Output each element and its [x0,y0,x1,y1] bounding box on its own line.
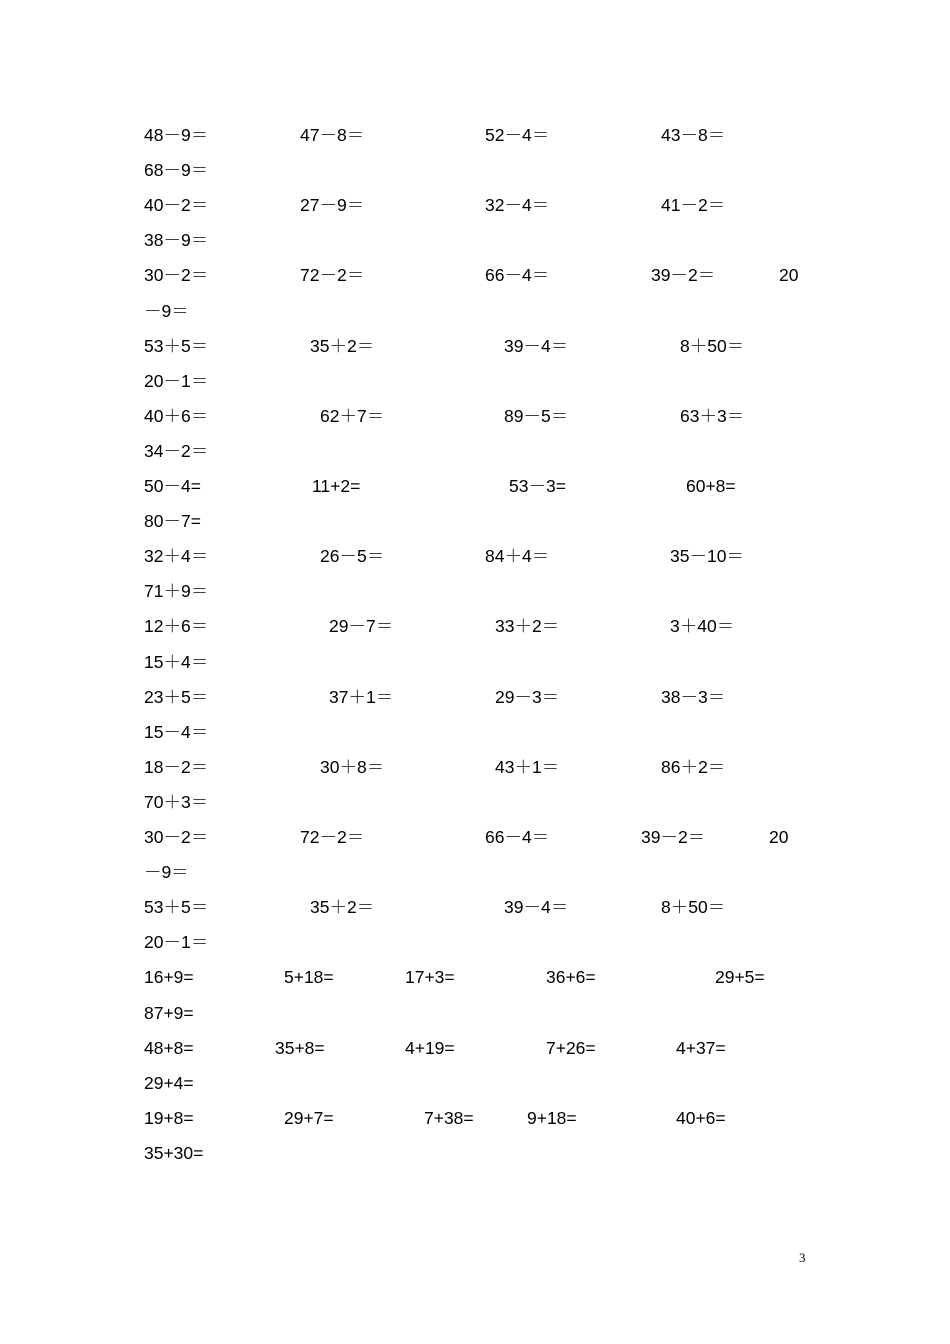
problem-line [0,860,950,884]
arithmetic-problem: 86＋2＝ [661,756,726,777]
arithmetic-problem: 35+30= [144,1142,204,1163]
problem-line [0,930,950,954]
arithmetic-problem: 80－7= [144,511,201,532]
problem-line [0,158,950,182]
arithmetic-problem: 11+2= [312,476,361,496]
arithmetic-problem: 18－2＝ [144,756,209,777]
arithmetic-problem: 62＋7＝ [320,405,385,426]
arithmetic-problem: 39－4＝ [504,897,569,918]
problem-line [0,720,950,744]
arithmetic-problem: 39－2＝ [641,827,706,847]
arithmetic-problem: 29－7＝ [329,616,394,637]
arithmetic-problem: 26－5＝ [320,546,385,567]
arithmetic-problem: 43＋1＝ [495,756,560,777]
arithmetic-problem: 35＋2＝ [310,897,375,918]
arithmetic-problem: 52－4＝ [485,125,550,145]
arithmetic-problem: 84＋4＝ [485,546,550,567]
arithmetic-problem: 17+3= [405,967,455,988]
problem-line [0,123,950,147]
arithmetic-problem: 40+6= [676,1107,726,1128]
problem-line [0,509,950,533]
arithmetic-problem: 40－2＝ [144,195,209,216]
arithmetic-problem: 32＋4＝ [144,546,209,567]
arithmetic-problem: 47－8＝ [300,125,365,145]
arithmetic-problem: 35－10＝ [670,546,744,567]
arithmetic-problem: 19+8= [144,1107,194,1128]
arithmetic-problem: 38－3＝ [661,686,726,707]
arithmetic-problem: 53＋5＝ [144,335,209,356]
arithmetic-problem: 53＋5＝ [144,897,209,918]
arithmetic-problem: 34－2＝ [144,440,209,461]
arithmetic-problem: 29+5= [715,967,765,988]
problem-line [0,1001,950,1025]
arithmetic-problem: 4+19= [405,1037,455,1058]
arithmetic-problem: 7+26= [546,1037,596,1058]
arithmetic-problem: 23＋5＝ [144,686,209,707]
problem-line [0,474,950,498]
arithmetic-problem: 15－4＝ [144,721,209,742]
arithmetic-problem: 30＋8＝ [320,756,385,777]
arithmetic-problem: 8＋50＝ [661,897,726,918]
arithmetic-problem: 50－4= [144,476,201,496]
problem-line [0,579,950,603]
arithmetic-problem: 15＋4＝ [144,651,209,672]
arithmetic-problem: 29－3＝ [495,686,560,707]
arithmetic-problem: 87+9= [144,1002,194,1023]
arithmetic-problem: 53－3= [509,476,566,496]
arithmetic-problem: 35+8= [275,1037,325,1058]
arithmetic-problem: 66－4＝ [485,265,550,286]
arithmetic-problem: 60+8= [686,476,736,496]
arithmetic-problem: 66－4＝ [485,827,550,847]
arithmetic-problem: －9＝ [144,300,189,321]
problem-line [0,193,950,217]
problem-line [0,825,950,849]
arithmetic-problem: 40＋6＝ [144,405,209,426]
arithmetic-problem: 5+18= [284,967,334,988]
page-number: 3 [799,1250,806,1265]
problem-line [0,1141,950,1165]
arithmetic-problem: 48－9＝ [144,125,209,145]
arithmetic-problem: 39－2＝ [651,265,716,286]
problem-line [0,1071,950,1095]
arithmetic-problem: 35＋2＝ [310,335,375,356]
arithmetic-problem: 20－1＝ [144,370,209,391]
arithmetic-problem: 72－2＝ [300,827,365,847]
arithmetic-problem: 89－5＝ [504,405,569,426]
arithmetic-problem: 12＋6＝ [144,616,209,637]
problem-line [0,439,950,463]
arithmetic-problem: 38－9＝ [144,230,209,251]
arithmetic-problem: 29+7= [284,1107,334,1128]
arithmetic-problem: 30－2＝ [144,265,209,286]
arithmetic-problem: 7+38= [424,1107,474,1128]
arithmetic-problem: 70＋3＝ [144,791,209,812]
problem-line [0,228,950,252]
arithmetic-problem: 43－8＝ [661,125,726,145]
arithmetic-problem: 20 [779,265,799,286]
arithmetic-problem: 72－2＝ [300,265,365,286]
problem-line [0,790,950,814]
arithmetic-problem: 16+9= [144,967,194,988]
arithmetic-problem: 29+4= [144,1072,194,1093]
arithmetic-problem: 20－1＝ [144,932,209,953]
arithmetic-problem: 27－9＝ [300,195,365,216]
problem-line [0,614,950,638]
arithmetic-problem: 3＋40＝ [670,616,735,637]
problem-line [0,650,950,674]
arithmetic-problem: 41－2＝ [661,195,726,216]
arithmetic-problem: 9+18= [527,1107,577,1128]
problem-line [0,299,950,323]
arithmetic-problem: －9＝ [144,862,189,883]
problem-line [0,1106,950,1130]
problem-line [0,755,950,779]
problem-line [0,685,950,709]
problem-line [0,263,950,287]
problem-line [0,895,950,919]
arithmetic-problem: 39－4＝ [504,335,569,356]
arithmetic-problem: 71＋9＝ [144,581,209,602]
problem-line [0,544,950,568]
arithmetic-problem: 37＋1＝ [329,686,394,707]
problem-line [0,1036,950,1060]
arithmetic-problem: 63＋3＝ [680,405,745,426]
problem-line [0,369,950,393]
arithmetic-problem: 8＋50＝ [680,335,745,356]
problem-line [0,334,950,358]
arithmetic-problem: 36+6= [546,967,596,988]
problem-line [0,404,950,428]
arithmetic-problem: 20 [769,827,789,847]
arithmetic-problem: 48+8= [144,1037,194,1058]
arithmetic-problem: 32－4＝ [485,195,550,216]
arithmetic-problem: 68－9＝ [144,160,209,181]
arithmetic-problem: 4+37= [676,1037,726,1058]
problem-line [0,965,950,989]
arithmetic-problem: 33＋2＝ [495,616,560,637]
arithmetic-problem: 30－2＝ [144,827,209,847]
